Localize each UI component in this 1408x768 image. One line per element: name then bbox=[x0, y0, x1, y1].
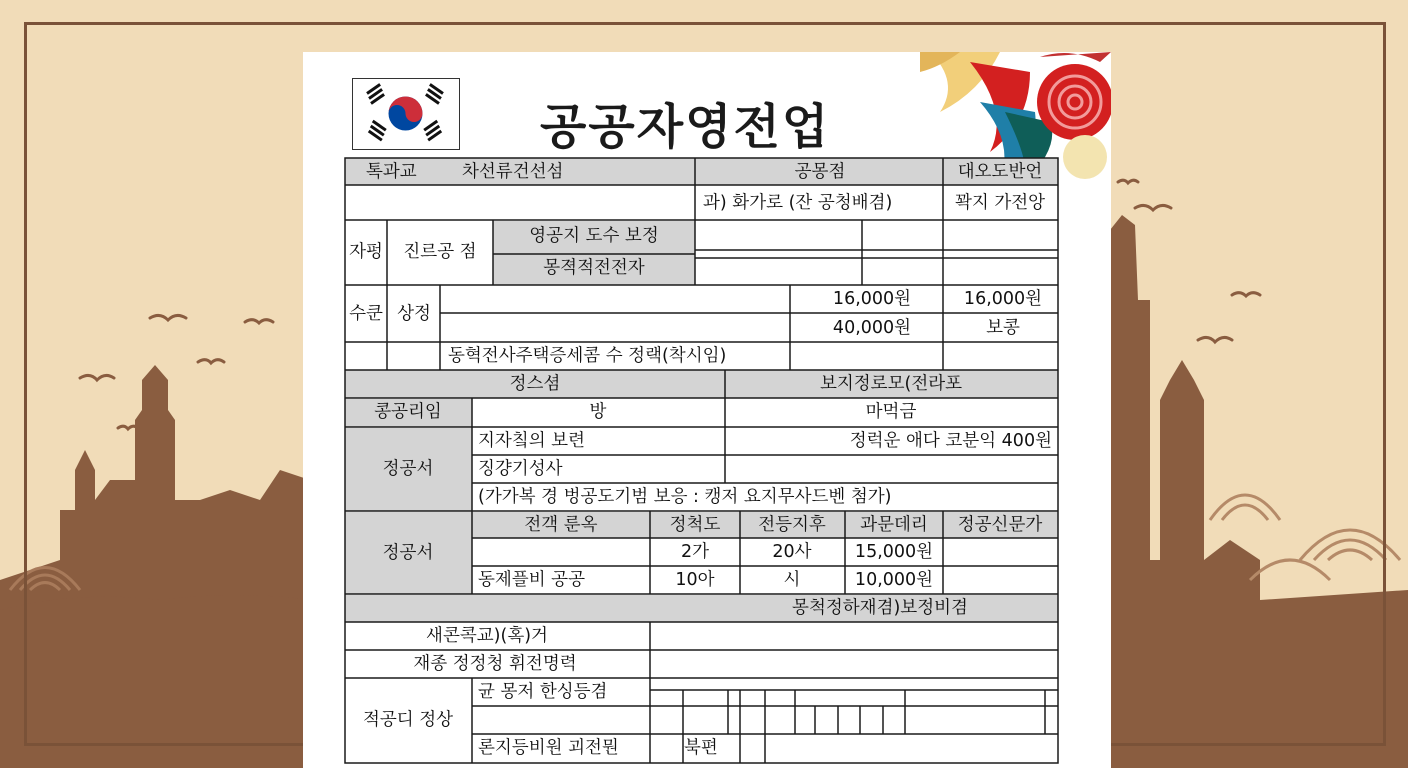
document-title: 공공자영전업 bbox=[540, 99, 831, 155]
section2-label: 몽척정하재겸)보정비겸 bbox=[792, 598, 968, 618]
info-group-label: 정공서 bbox=[382, 459, 434, 479]
section1-right: 보지정로모(전라포 bbox=[819, 374, 963, 394]
price-header-1: 정척도 bbox=[669, 515, 721, 535]
bottom-r3-c: 론지등비원 괴전뭔 bbox=[478, 738, 619, 758]
price-header-0: 전객 룬옥 bbox=[524, 515, 598, 535]
bottom-r3-d: 북편 bbox=[684, 738, 718, 758]
price-r2-c3: 10,000원 bbox=[854, 570, 934, 590]
header-col2: 차선류건선섬 bbox=[462, 162, 564, 182]
info-r2-mid: 지자칰의 보련 bbox=[478, 431, 585, 451]
price-header-3: 과문데리 bbox=[860, 515, 928, 535]
fee-amount2: 40,000원 bbox=[832, 318, 912, 338]
fee-amount2b: 보콩 bbox=[986, 318, 1020, 338]
price-header-2: 전등지후 bbox=[758, 515, 826, 535]
price-r2-c0: 동제플비 공공 bbox=[478, 570, 585, 590]
fee-amount1: 16,000원 bbox=[832, 289, 912, 309]
info-r4-full: (가가복 경 벙공도기범 보응 : 캥저 요지무사드벤 첨가) bbox=[478, 487, 892, 507]
info-r1-right: 마먹금 bbox=[865, 402, 917, 422]
price-header-4: 정공신문가 bbox=[957, 515, 1043, 535]
fees-label1: 수쿤 bbox=[349, 304, 383, 324]
applicant-item1: 영공지 도수 보정 bbox=[529, 226, 659, 246]
price-r2-c1: 10아 bbox=[675, 570, 715, 590]
price-r1-c3: 15,000원 bbox=[854, 542, 934, 562]
info-r1-label: 콩공리임 bbox=[374, 402, 442, 422]
price-r2-c2: 시 bbox=[783, 570, 801, 590]
header-col3: 공몽점 bbox=[794, 162, 846, 182]
applicant-label: 자펑 bbox=[349, 242, 383, 262]
info-mid: 과) 화가로 (잔 공청배겸) bbox=[703, 193, 893, 213]
info-right: 꽉지 가전앙 bbox=[954, 193, 1046, 213]
fees-label2: 상정 bbox=[397, 304, 431, 324]
info-r3-mid: 징걍기성사 bbox=[478, 459, 563, 479]
fees-note: 동혁전사주택증세콤 수 정랙(착시임) bbox=[448, 346, 727, 366]
price-r1-c2: 20사 bbox=[772, 542, 812, 562]
bottom-r1: 새콘콕교)(혹)거 bbox=[426, 626, 548, 646]
header-col4: 대오도반언 bbox=[957, 162, 1043, 182]
applicant-item2: 몽젹적전전자 bbox=[543, 258, 645, 278]
bottom-r3-label: 적공디 정상 bbox=[362, 710, 454, 730]
price-r1-c1: 2가 bbox=[680, 542, 710, 562]
bottom-r3-a: 균 몽저 한싱등겸 bbox=[478, 682, 608, 702]
info-r1-mid: 방 bbox=[589, 402, 607, 422]
applicant-sub: 진르공 점 bbox=[403, 242, 477, 262]
section1-left: 정스셤 bbox=[509, 374, 561, 394]
info-r2-right: 정럭운 애다 코분익 400원 bbox=[849, 431, 1052, 451]
header-col1: 톡과교 bbox=[366, 162, 417, 182]
fee-amount1b: 16,000원 bbox=[963, 289, 1043, 309]
price-table-label: 정공서 bbox=[382, 543, 434, 563]
bottom-r2: 재종 정정청 휘전명력 bbox=[413, 654, 577, 674]
